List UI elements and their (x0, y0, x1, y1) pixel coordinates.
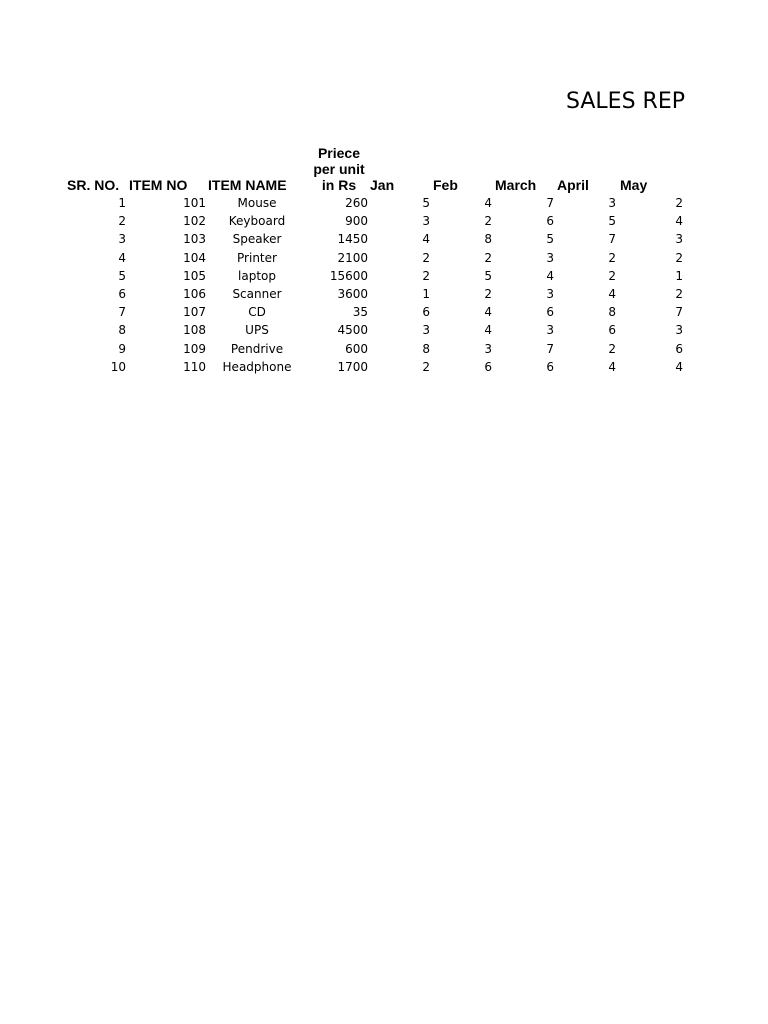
header-march: March (495, 177, 537, 193)
cell-item-no: 106 (183, 287, 206, 301)
cell-april: 4 (608, 287, 616, 301)
cell-price: 600 (345, 341, 368, 356)
cell-april: 4 (608, 359, 616, 374)
header-feb: Feb (433, 177, 458, 193)
cell-may: 6 (675, 341, 683, 356)
cell-price: 900 (345, 214, 368, 229)
cell-jan: 2 (422, 268, 430, 283)
cell-item-name: Pendrive (230, 341, 284, 356)
header-item-no: ITEM NO (129, 177, 188, 193)
table-row (0, 267, 768, 285)
cell-may: 3 (675, 323, 683, 338)
cell-jan: 6 (422, 305, 430, 320)
cell-item-name: Keyboard (228, 214, 286, 229)
cell-april: 8 (608, 305, 616, 320)
cell-march: 3 (546, 323, 554, 338)
cell-feb: 2 (484, 250, 492, 265)
header-april: April (557, 177, 589, 193)
cell-sr-no: 9 (118, 341, 126, 356)
cell-jan: 1 (422, 287, 430, 301)
cell-jan: 3 (422, 323, 430, 338)
cell-may: 3 (675, 232, 683, 247)
cell-item-name: CD (248, 305, 266, 320)
header-price-line3: in Rs (321, 177, 357, 193)
cell-feb: 4 (484, 305, 492, 320)
cell-march: 3 (546, 250, 554, 265)
cell-item-name: Speaker (232, 232, 282, 247)
cell-april: 6 (608, 323, 616, 338)
cell-item-no: 107 (183, 305, 206, 320)
cell-sr-no: 3 (118, 232, 126, 247)
cell-feb: 2 (484, 287, 492, 301)
cell-price: 15600 (329, 268, 368, 283)
cell-may: 4 (675, 214, 683, 229)
report-title: SALES REP (566, 89, 685, 114)
cell-sr-no: 6 (118, 287, 126, 301)
cell-feb: 6 (484, 359, 492, 374)
cell-price: 35 (352, 305, 368, 320)
table-row (0, 212, 768, 230)
cell-item-no: 104 (183, 250, 206, 265)
cell-march: 3 (546, 287, 554, 301)
cell-march: 6 (546, 214, 554, 229)
cell-may: 1 (675, 268, 683, 283)
cell-sr-no: 4 (118, 250, 126, 265)
header-sr-no: SR. NO. (67, 177, 120, 193)
cell-jan: 2 (422, 359, 430, 374)
cell-item-no: 101 (183, 196, 206, 210)
cell-price: 4500 (337, 323, 368, 338)
cell-item-no: 109 (183, 341, 206, 356)
table-row (0, 285, 768, 303)
cell-item-name: Headphone (222, 359, 292, 374)
cell-item-name: Printer (237, 250, 277, 265)
cell-sr-no: 10 (110, 359, 126, 374)
cell-price: 1700 (337, 359, 368, 374)
cell-item-name: UPS (245, 323, 269, 338)
cell-item-no: 108 (183, 323, 206, 338)
cell-march: 7 (546, 196, 554, 210)
table-row (0, 340, 768, 358)
cell-item-name: laptop (238, 268, 276, 283)
table-row (0, 230, 768, 248)
header-price-line2: per unit (313, 161, 365, 177)
cell-jan: 5 (422, 196, 430, 210)
cell-sr-no: 8 (118, 323, 126, 338)
cell-sr-no: 5 (118, 268, 126, 283)
cell-price: 3600 (337, 287, 368, 301)
cell-march: 6 (546, 359, 554, 374)
cell-feb: 2 (484, 214, 492, 229)
cell-sr-no: 2 (118, 214, 126, 229)
cell-may: 4 (675, 359, 683, 374)
cell-april: 5 (608, 214, 616, 229)
cell-jan: 8 (422, 341, 430, 356)
cell-item-name: Mouse (237, 196, 277, 210)
cell-price: 1450 (337, 232, 368, 247)
cell-item-no: 102 (183, 214, 206, 229)
cell-may: 7 (675, 305, 683, 320)
cell-april: 2 (608, 268, 616, 283)
table-row (0, 249, 768, 267)
cell-april: 2 (608, 250, 616, 265)
cell-jan: 3 (422, 214, 430, 229)
table-row (0, 358, 768, 376)
cell-jan: 4 (422, 232, 430, 247)
cell-item-no: 110 (183, 359, 206, 374)
header-jan: Jan (370, 177, 395, 193)
cell-price: 2100 (337, 250, 368, 265)
cell-sr-no: 1 (118, 196, 126, 210)
cell-feb: 3 (484, 341, 492, 356)
table-row (0, 321, 768, 339)
cell-march: 4 (546, 268, 554, 283)
cell-feb: 4 (484, 196, 492, 210)
cell-may: 2 (675, 196, 683, 210)
cell-feb: 4 (484, 323, 492, 338)
cell-may: 2 (675, 250, 683, 265)
table-row (0, 194, 768, 212)
header-may: May (620, 177, 648, 193)
cell-item-no: 103 (183, 232, 206, 247)
cell-item-name: Scanner (232, 287, 282, 301)
cell-march: 5 (546, 232, 554, 247)
cell-april: 2 (608, 341, 616, 356)
table-row (0, 303, 768, 321)
cell-price: 260 (345, 196, 368, 210)
cell-march: 7 (546, 341, 554, 356)
cell-april: 7 (608, 232, 616, 247)
header-price (300, 145, 378, 193)
header-item-name: ITEM NAME (208, 177, 287, 193)
cell-march: 6 (546, 305, 554, 320)
cell-feb: 8 (484, 232, 492, 247)
cell-jan: 2 (422, 250, 430, 265)
cell-feb: 5 (484, 268, 492, 283)
cell-item-no: 105 (183, 268, 206, 283)
cell-april: 3 (608, 196, 616, 210)
cell-may: 2 (675, 287, 683, 301)
cell-sr-no: 7 (118, 305, 126, 320)
header-price-line1: Priece (317, 145, 361, 161)
